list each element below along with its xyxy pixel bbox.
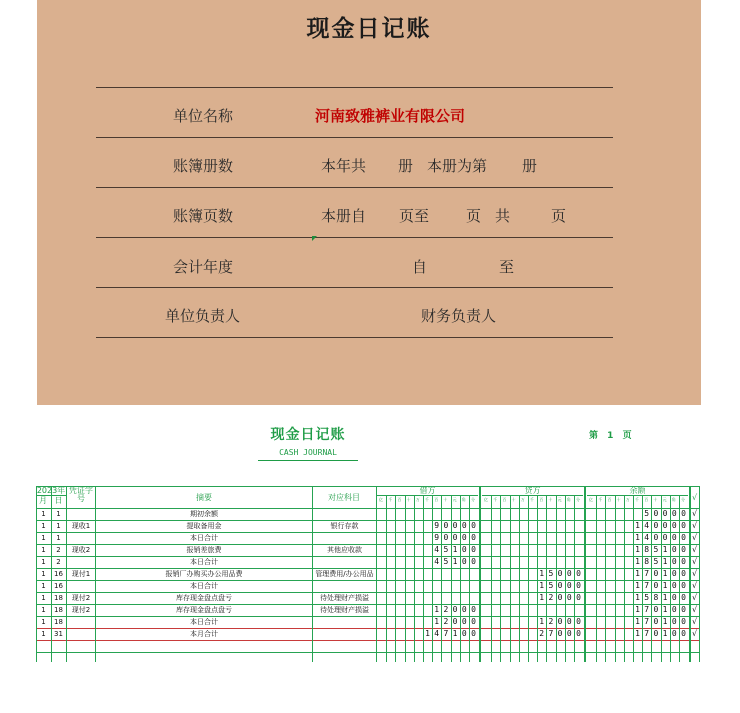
cover-row-officers (37, 305, 701, 327)
amount-digit: 8 (653, 593, 659, 602)
amount-digit: 0 (557, 629, 563, 638)
amount-digit: 0 (557, 581, 563, 590)
amount-digit: 7 (644, 569, 650, 578)
balance-header: 余额 (629, 486, 646, 495)
amount-digit: 7 (443, 629, 449, 638)
check-mark: √ (691, 545, 698, 554)
amount-digit: 1 (635, 605, 640, 614)
account-cell: 其他应收款 (327, 546, 362, 554)
amount-digit: 1 (539, 617, 545, 626)
amount-digit: 7 (644, 605, 650, 614)
amount-digit: 4 (434, 557, 440, 566)
cover-line (96, 87, 613, 88)
digit-unit-label: 千 (530, 497, 534, 502)
amount-digit: 0 (471, 557, 476, 566)
amount-digit: 2 (443, 617, 449, 626)
voucher-header: 凭证字号 (69, 486, 93, 503)
grid-line (587, 495, 688, 496)
amount-digit: 0 (452, 533, 458, 542)
amount-digit: 0 (566, 581, 572, 590)
amount-digit: 1 (539, 593, 545, 602)
day-cell: 16 (54, 570, 63, 578)
amount-digit: 0 (681, 569, 686, 578)
finance-head-label: 财务负责人 (421, 307, 497, 325)
amount-digit: 1 (425, 629, 430, 638)
summary-cell: 本月合计 (190, 630, 218, 638)
unit-head-label: 单位负责人 (165, 307, 241, 325)
amount-digit: 0 (681, 557, 686, 566)
day-cell: 1 (56, 522, 61, 530)
digit-column-line (624, 495, 625, 662)
day-cell: 16 (54, 582, 63, 590)
amount-digit: 0 (471, 605, 476, 614)
amount-digit: 0 (566, 593, 572, 602)
day-cell: 2 (56, 546, 61, 554)
cover-line (96, 137, 613, 138)
digit-unit-label: 十 (406, 497, 411, 502)
summary-cell: 库存现金盘点盘亏 (176, 606, 232, 614)
amount-digit: 1 (452, 557, 458, 566)
amount-digit: 0 (671, 629, 677, 638)
amount-digit: 1 (662, 629, 668, 638)
pages-text: 页 (551, 207, 567, 225)
group-divider (584, 486, 586, 662)
amount-digit: 0 (681, 509, 686, 518)
digit-column-line (491, 495, 492, 662)
cover-line (96, 237, 613, 238)
amount-digit: 0 (461, 533, 467, 542)
digit-unit-label: 十 (653, 497, 658, 502)
pages-text: 页至 (399, 207, 430, 225)
volumes-text: 册 (398, 157, 414, 175)
digit-unit-label: 亿 (589, 497, 593, 502)
amount-digit: 4 (434, 545, 440, 554)
amount-digit: 0 (653, 569, 659, 578)
month-cell: 1 (41, 522, 46, 530)
amount-digit: 0 (653, 509, 659, 518)
month-cell: 1 (41, 570, 46, 578)
amount-digit: 0 (671, 569, 677, 578)
amount-digit: 0 (681, 533, 686, 542)
cover-line (96, 187, 613, 188)
amount-digit: 0 (452, 617, 458, 626)
amount-digit: 0 (566, 617, 572, 626)
digit-column-line (414, 495, 415, 662)
amount-digit: 0 (662, 521, 668, 530)
voucher-cell: 现付1 (71, 570, 91, 578)
summary-header: 摘要 (196, 493, 212, 502)
amount-digit: 4 (644, 533, 650, 542)
comment-marker (312, 236, 317, 241)
day-cell: 1 (56, 510, 61, 518)
amount-digit: 1 (662, 545, 668, 554)
check-mark: √ (691, 509, 698, 518)
grid-line (699, 486, 700, 662)
ledger-cover (37, 0, 701, 405)
volumes-text: 册 (522, 157, 538, 175)
amount-digit: 5 (653, 545, 659, 554)
amount-digit: 0 (671, 593, 677, 602)
digit-unit-label: 十 (548, 497, 553, 502)
amount-digit: 0 (681, 617, 686, 626)
amount-digit: 5 (548, 569, 554, 578)
digit-unit-label: 角 (461, 497, 466, 502)
amount-digit: 8 (644, 545, 650, 554)
pages-label: 账簿页数 (173, 207, 234, 225)
digit-column-line (596, 495, 597, 662)
amount-digit: 0 (566, 629, 572, 638)
page-suffix: 页 (622, 431, 632, 441)
amount-digit: 7 (548, 629, 554, 638)
amount-digit: 0 (681, 593, 686, 602)
amount-digit: 1 (635, 581, 640, 590)
debit-header: 借方 (419, 486, 436, 495)
page-number-value: 1 (607, 431, 614, 441)
amount-digit: 0 (671, 521, 677, 530)
amount-digit: 1 (662, 557, 668, 566)
digit-unit-label: 千 (388, 497, 393, 502)
digit-column-line (386, 495, 387, 662)
grid-line (36, 652, 700, 653)
digit-column-line (605, 495, 606, 662)
day-cell: 31 (54, 630, 63, 638)
grid-line (376, 486, 377, 662)
amount-digit: 0 (653, 605, 659, 614)
year-header: 2023年 (36, 486, 66, 495)
digit-unit-label: 亿 (379, 497, 383, 502)
summary-cell: 提取备用金 (186, 522, 222, 530)
check-header: √ (691, 493, 698, 502)
digit-unit-label: 角 (566, 497, 571, 502)
volumes-text: 本册为第 (427, 157, 488, 175)
digit-unit-label: 百 (644, 497, 649, 502)
amount-digit: 0 (452, 521, 458, 530)
cover-row-volumes (37, 155, 701, 177)
group-divider (479, 486, 481, 662)
amount-digit: 0 (461, 557, 467, 566)
day-cell: 2 (56, 558, 61, 566)
account-cell: 银行存款 (330, 522, 359, 530)
digit-unit-label: 万 (625, 497, 630, 502)
month-total-rule (36, 640, 700, 641)
amount-digit: 0 (461, 605, 467, 614)
amount-digit: 0 (671, 557, 677, 566)
amount-digit: 0 (681, 629, 686, 638)
month-cell: 1 (41, 606, 46, 614)
amount-digit: 0 (671, 581, 677, 590)
digit-unit-label: 十 (443, 497, 448, 502)
amount-digit: 0 (566, 569, 572, 578)
amount-digit: 8 (644, 557, 650, 566)
digit-column-line (519, 495, 520, 662)
amount-digit: 1 (635, 545, 640, 554)
account-header: 对应科目 (328, 493, 360, 502)
month-header: 月 (39, 496, 47, 505)
amount-digit: 1 (662, 617, 668, 626)
digit-unit-label: 百 (434, 497, 439, 502)
amount-digit: 1 (662, 569, 668, 578)
amount-digit: 0 (671, 533, 677, 542)
page-number (589, 428, 638, 441)
digit-unit-label: 十 (511, 497, 516, 502)
month-cell: 1 (41, 558, 46, 566)
digit-unit-label: 元 (452, 497, 457, 502)
digit-unit-label: 分 (471, 497, 475, 502)
amount-digit: 0 (443, 521, 449, 530)
amount-digit: 1 (635, 629, 640, 638)
amount-digit: 0 (576, 629, 581, 638)
amount-digit: 0 (461, 617, 467, 626)
volumes-label: 账簿册数 (173, 157, 234, 175)
amount-digit: 5 (548, 581, 554, 590)
amount-digit: 1 (635, 533, 640, 542)
digit-unit-label: 元 (662, 497, 667, 502)
amount-digit: 1 (662, 605, 668, 614)
digit-unit-label: 角 (671, 497, 676, 502)
grid-line (377, 495, 478, 496)
day-cell: 18 (54, 606, 63, 614)
amount-digit: 5 (443, 557, 449, 566)
amount-digit: 7 (644, 629, 650, 638)
amount-digit: 1 (635, 593, 640, 602)
digit-unit-label: 千 (635, 497, 639, 502)
amount-digit: 0 (471, 521, 476, 530)
month-cell: 1 (41, 582, 46, 590)
amount-digit: 0 (653, 629, 659, 638)
digit-unit-label: 百 (539, 497, 544, 502)
fiscal-year-label: 会计年度 (173, 258, 234, 276)
amount-digit: 0 (461, 629, 467, 638)
cover-line (96, 287, 613, 288)
credit-header: 贷方 (524, 486, 541, 495)
cover-row-pages (37, 205, 701, 227)
amount-digit: 2 (539, 629, 545, 638)
month-cell: 1 (41, 510, 46, 518)
amount-digit: 0 (576, 617, 581, 626)
cover-line (96, 337, 613, 338)
amount-digit: 9 (434, 521, 440, 530)
amount-digit: 0 (662, 509, 668, 518)
summary-cell: 本日合计 (190, 618, 218, 626)
company-name: 河南致雅裤业有限公司 (315, 107, 466, 125)
pages-text: 本册自 (321, 207, 367, 225)
check-mark: √ (691, 521, 698, 530)
amount-digit: 1 (662, 581, 668, 590)
digit-column-line (500, 495, 501, 662)
digit-unit-label: 万 (520, 497, 525, 502)
grid-line (482, 495, 583, 496)
amount-digit: 0 (452, 605, 458, 614)
fiscal-year-text: 至 (499, 258, 515, 276)
digit-unit-label: 分 (576, 497, 580, 502)
month-cell: 1 (41, 618, 46, 626)
amount-digit: 9 (434, 533, 440, 542)
amount-digit: 0 (471, 545, 476, 554)
amount-digit: 0 (461, 545, 467, 554)
digit-unit-label: 千 (425, 497, 429, 502)
amount-digit: 0 (662, 533, 668, 542)
pages-text: 页 (466, 207, 482, 225)
day-header: 日 (54, 496, 63, 505)
amount-digit: 0 (557, 617, 563, 626)
digit-unit-label: 分 (681, 497, 685, 502)
amount-digit: 1 (635, 557, 640, 566)
amount-digit: 0 (653, 521, 659, 530)
voucher-cell: 现付2 (71, 606, 91, 614)
amount-digit: 1 (452, 629, 458, 638)
check-mark: √ (691, 605, 698, 614)
amount-digit: 5 (644, 509, 650, 518)
amount-digit: 5 (443, 545, 449, 554)
amount-digit: 5 (644, 593, 650, 602)
amount-digit: 1 (434, 617, 440, 626)
account-cell: 待处理财产损溢 (320, 594, 369, 602)
amount-digit: 1 (539, 569, 545, 578)
amount-digit: 2 (443, 605, 449, 614)
amount-digit: 0 (471, 617, 476, 626)
amount-digit: 0 (443, 533, 449, 542)
amount-digit: 0 (681, 545, 686, 554)
digit-unit-label: 千 (493, 497, 498, 502)
amount-digit: 0 (671, 509, 677, 518)
journal-title: 现金日记账 (270, 427, 346, 443)
digit-unit-label: 十 (616, 497, 621, 502)
amount-digit: 0 (671, 617, 677, 626)
amount-digit: 0 (681, 521, 686, 530)
amount-digit: 0 (461, 521, 467, 530)
digit-unit-label: 元 (557, 497, 562, 502)
amount-digit: 0 (471, 629, 476, 638)
month-cell: 1 (41, 630, 46, 638)
voucher-cell: 现付2 (71, 594, 91, 602)
account-cell: 管理费用/办公用品 (315, 570, 374, 578)
digit-column-line (510, 495, 511, 662)
digit-column-line (395, 495, 396, 662)
day-cell: 1 (56, 534, 61, 542)
amount-digit: 2 (548, 617, 554, 626)
check-mark: √ (691, 581, 698, 590)
amount-digit: 0 (557, 569, 563, 578)
amount-digit: 1 (635, 617, 640, 626)
check-mark: √ (691, 557, 698, 566)
digit-column-line (615, 495, 616, 662)
amount-digit: 0 (653, 581, 659, 590)
check-mark: √ (691, 569, 698, 578)
amount-digit: 0 (653, 533, 659, 542)
amount-digit: 1 (662, 593, 668, 602)
amount-digit: 0 (681, 581, 686, 590)
amount-digit: 0 (576, 581, 581, 590)
summary-cell: 库存现金盘点盘亏 (176, 594, 232, 602)
amount-digit: 0 (653, 617, 659, 626)
cover-title: 现金日记账 (306, 16, 432, 42)
amount-digit: 1 (434, 605, 440, 614)
amount-digit: 0 (671, 605, 677, 614)
digit-column-line (528, 495, 529, 662)
summary-cell: 报销差旅费 (186, 546, 222, 554)
fiscal-year-text: 自 (412, 258, 428, 276)
month-cell: 1 (41, 594, 46, 602)
digit-unit-label: 百 (397, 497, 402, 502)
digit-unit-label: 百 (607, 497, 612, 502)
amount-digit: 5 (653, 557, 659, 566)
amount-digit: 0 (557, 593, 563, 602)
amount-digit: 1 (539, 581, 545, 590)
summary-cell: 本日合计 (190, 534, 218, 542)
cash-journal-table (36, 486, 700, 713)
day-cell: 18 (54, 618, 63, 626)
month-cell: 1 (41, 546, 46, 554)
amount-digit: 0 (471, 533, 476, 542)
pages-text: 共 (495, 207, 511, 225)
amount-digit: 0 (671, 545, 677, 554)
amount-digit: 4 (434, 629, 440, 638)
volumes-text: 本年共 (321, 157, 367, 175)
amount-digit: 7 (644, 581, 650, 590)
check-mark: √ (691, 593, 698, 602)
month-cell: 1 (41, 534, 46, 542)
journal-subtitle: CASH JOURNAL (258, 448, 358, 461)
digit-unit-label: 亿 (484, 497, 488, 502)
check-mark: √ (691, 629, 698, 638)
amount-digit: 0 (576, 593, 581, 602)
check-mark: √ (691, 533, 698, 542)
digit-unit-label: 百 (502, 497, 507, 502)
voucher-cell: 现收1 (71, 522, 91, 530)
voucher-cell: 现收2 (71, 546, 91, 554)
amount-digit: 7 (644, 617, 650, 626)
grid-line (36, 486, 700, 487)
company-label: 单位名称 (173, 107, 234, 125)
day-cell: 18 (54, 594, 63, 602)
amount-digit: 0 (681, 605, 686, 614)
amount-digit: 4 (644, 521, 650, 530)
amount-digit: 2 (548, 593, 554, 602)
summary-cell: 报销厂办购买办公用品费 (165, 570, 243, 578)
summary-cell: 本日合计 (190, 558, 218, 566)
amount-digit: 1 (452, 545, 458, 554)
amount-digit: 0 (576, 569, 581, 578)
page-prefix: 第 (589, 431, 599, 441)
amount-digit: 1 (635, 569, 640, 578)
cover-row-company (37, 105, 701, 127)
summary-cell: 期初余额 (190, 510, 218, 518)
cover-row-fiscal-year (37, 256, 701, 278)
amount-digit: 1 (635, 521, 640, 530)
account-cell: 待处理财产损溢 (320, 606, 369, 614)
digit-unit-label: 万 (415, 497, 420, 502)
digit-column-line (405, 495, 406, 662)
check-mark: √ (691, 617, 698, 626)
digit-unit-label: 千 (598, 497, 603, 502)
summary-cell: 本日合计 (190, 582, 218, 590)
